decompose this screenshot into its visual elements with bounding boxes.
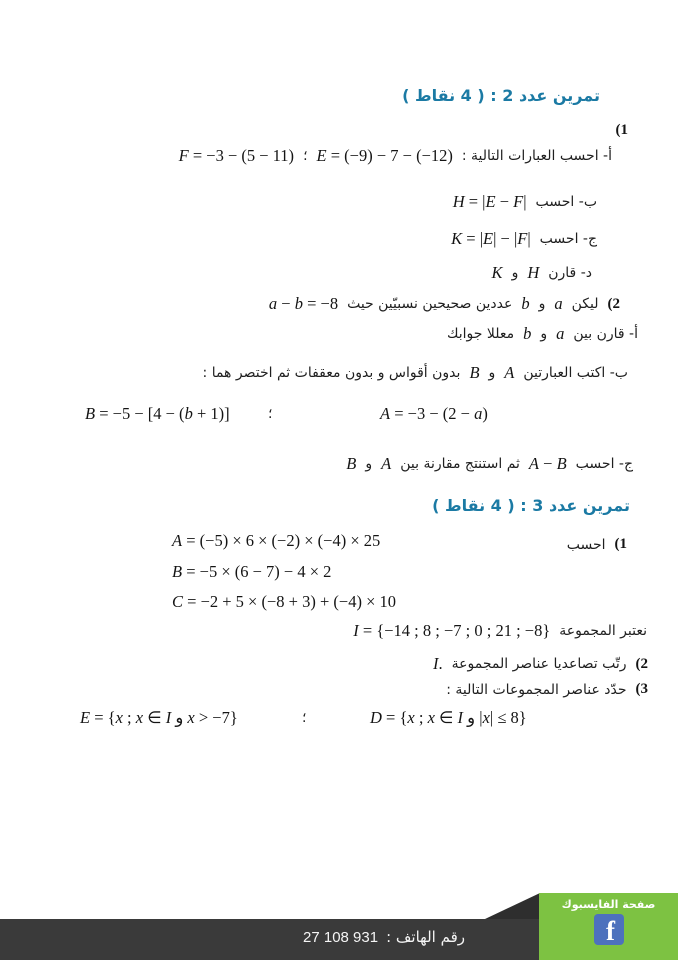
- ex3-equation-B: B = −5 × (6 − 7) − 4 × 2: [172, 562, 332, 581]
- ex2-q2-line-c: [346, 454, 633, 474]
- ex2-q2-variable-b: b: [521, 294, 530, 313]
- facebook-panel: [539, 893, 678, 960]
- ex3-equation-C: C = −2 + 5 × (−8 + 3) + (−4) × 10: [172, 592, 396, 611]
- ex2-q1c-equation-K: K = |E| − |F|: [451, 229, 531, 248]
- ex2-q2-line-b: [203, 363, 628, 383]
- ex3-equation-A: A = (−5) × 6 × (−2) × (−4) × 25: [172, 531, 381, 550]
- ribbon-fold-triangle: [485, 893, 540, 919]
- ex2-q2b-label2: بدون أقواس و بدون معقفات ثم اختصر هما :: [202, 365, 461, 381]
- ex2-q1d-variable-K: K: [491, 263, 503, 282]
- ex3-set-equation-D: D = {x ; x ∈ I و |x| ≤ 8}: [370, 708, 527, 727]
- ex3-set-equation-I: I = {−14 ; 8 ; −7 ; 0 ; 21 ; −8}: [353, 621, 551, 640]
- ex2-q2-intro-text1: ليكن: [571, 296, 599, 312]
- ex2-q2c-label1: ج- احسب: [575, 456, 633, 472]
- ex2-q1d-conjunction: و: [511, 265, 519, 281]
- ex2-q2a-conjunction: و: [540, 326, 548, 342]
- ex2-q2a-variable-b: b: [523, 324, 532, 343]
- ex3-q3-line: [446, 681, 648, 698]
- ex2-q1a-equation-F: F = −3 − (5 − 11): [178, 146, 295, 165]
- ex2-q2b-variable-A: A: [504, 363, 515, 382]
- exercise3-item3-number: (3: [635, 681, 648, 697]
- ex3-q1-label: احسب: [566, 536, 606, 553]
- exercise3-title: تمرين عدد 3 : ( 4 نقاط ): [432, 496, 630, 515]
- ex2-item2-intro: [269, 294, 620, 314]
- ex2-q2a-variable-a: a: [556, 324, 565, 343]
- ex2-q1a-label: أ- احسب العبارات التالية :: [461, 148, 612, 164]
- ex2-q1b-equation-H: H = |E − F|: [452, 192, 527, 211]
- ex2-q1c-label: ج- احسب: [539, 231, 597, 247]
- phone-number: 27 108 931: [303, 928, 379, 946]
- ex2-q2-equations-separator: ؛: [268, 406, 273, 422]
- ex3-q2-label: رتّب تصاعديا عناصر المجموعة: [451, 656, 627, 672]
- ex3-q3-label: حدّد عناصر المجموعات التالية :: [446, 681, 627, 698]
- ex2-q1-line-c: [451, 229, 597, 249]
- ex2-q1a-separator: ؛: [303, 148, 308, 164]
- ex2-q1d-label: د- قارن: [548, 265, 592, 281]
- exercise2-item1-number: (1: [615, 122, 628, 138]
- ex2-q2-line-a: [447, 324, 638, 344]
- ex3-sets-separator: ؛: [302, 710, 307, 726]
- ex2-q2-intro-text2: عددين صحيحين نسبيّين حيث: [347, 296, 513, 312]
- ex2-q2c-label2: ثم استنتج مقارنة بين: [400, 456, 520, 472]
- ex3-q1-heading: [567, 536, 627, 553]
- ex2-q1d-variable-H: H: [527, 263, 540, 282]
- ex2-q1-line-d: [492, 263, 592, 283]
- ex3-q2-line: [433, 654, 648, 674]
- ex2-q2a-label2: معللا جوابك: [446, 326, 515, 342]
- ex2-q2c-variable-A: A: [381, 454, 392, 473]
- ex2-q1a-equation-E: E = (−9) − 7 − (−12): [316, 146, 453, 165]
- exercise2-title: تمرين عدد 2 : ( 4 نقاط ): [402, 86, 600, 105]
- ex2-q1b-label: ب- احسب: [535, 194, 597, 210]
- exercise3-item2-number: (2: [635, 655, 648, 672]
- ex2-q2-variable-a: a: [554, 294, 563, 313]
- ex2-q2-conjunction: و: [538, 296, 546, 312]
- facebook-icon-letter: f: [606, 916, 615, 945]
- ex2-q2a-label1: أ- قارن بين: [573, 326, 638, 342]
- ex2-q2b-label1: ب- اكتب العبارتين: [523, 365, 628, 381]
- ex2-q2b-variable-B: B: [469, 363, 480, 382]
- facebook-page-label: صفحة الفايسبوك: [561, 898, 656, 911]
- ex2-q2c-variable-B: B: [346, 454, 357, 473]
- ex3-q2-variable-I: I.: [433, 654, 443, 673]
- ex2-q2-equation-ab: a − b = −8: [268, 294, 339, 313]
- ex3-set-label: نعتبر المجموعة: [559, 623, 647, 639]
- ex2-q2-equation-B: B = −5 − [4 − (b + 1)]: [85, 404, 230, 423]
- exercise2-item2-number: (2: [607, 295, 620, 312]
- ex2-q2b-conjunction: و: [488, 365, 496, 381]
- ex3-set-definition-line: [353, 621, 647, 641]
- ex2-q2-equation-A: A = −3 − (2 − a): [380, 404, 488, 423]
- ex2-q1-line-b: [453, 192, 597, 212]
- phone-label: رقم الهاتف :: [386, 928, 465, 946]
- facebook-icon: [594, 914, 624, 945]
- ex3-set-equation-E: E = {x ; x ∈ I و x > −7}: [80, 708, 238, 727]
- exercise3-item1-number: (1: [614, 536, 627, 552]
- ex2-q1-line-a: [179, 146, 612, 166]
- ex2-q2c-conjunction: و: [365, 456, 373, 472]
- ex2-q2c-expression-AB: A − B: [528, 454, 567, 473]
- phone-number-line: [303, 928, 465, 946]
